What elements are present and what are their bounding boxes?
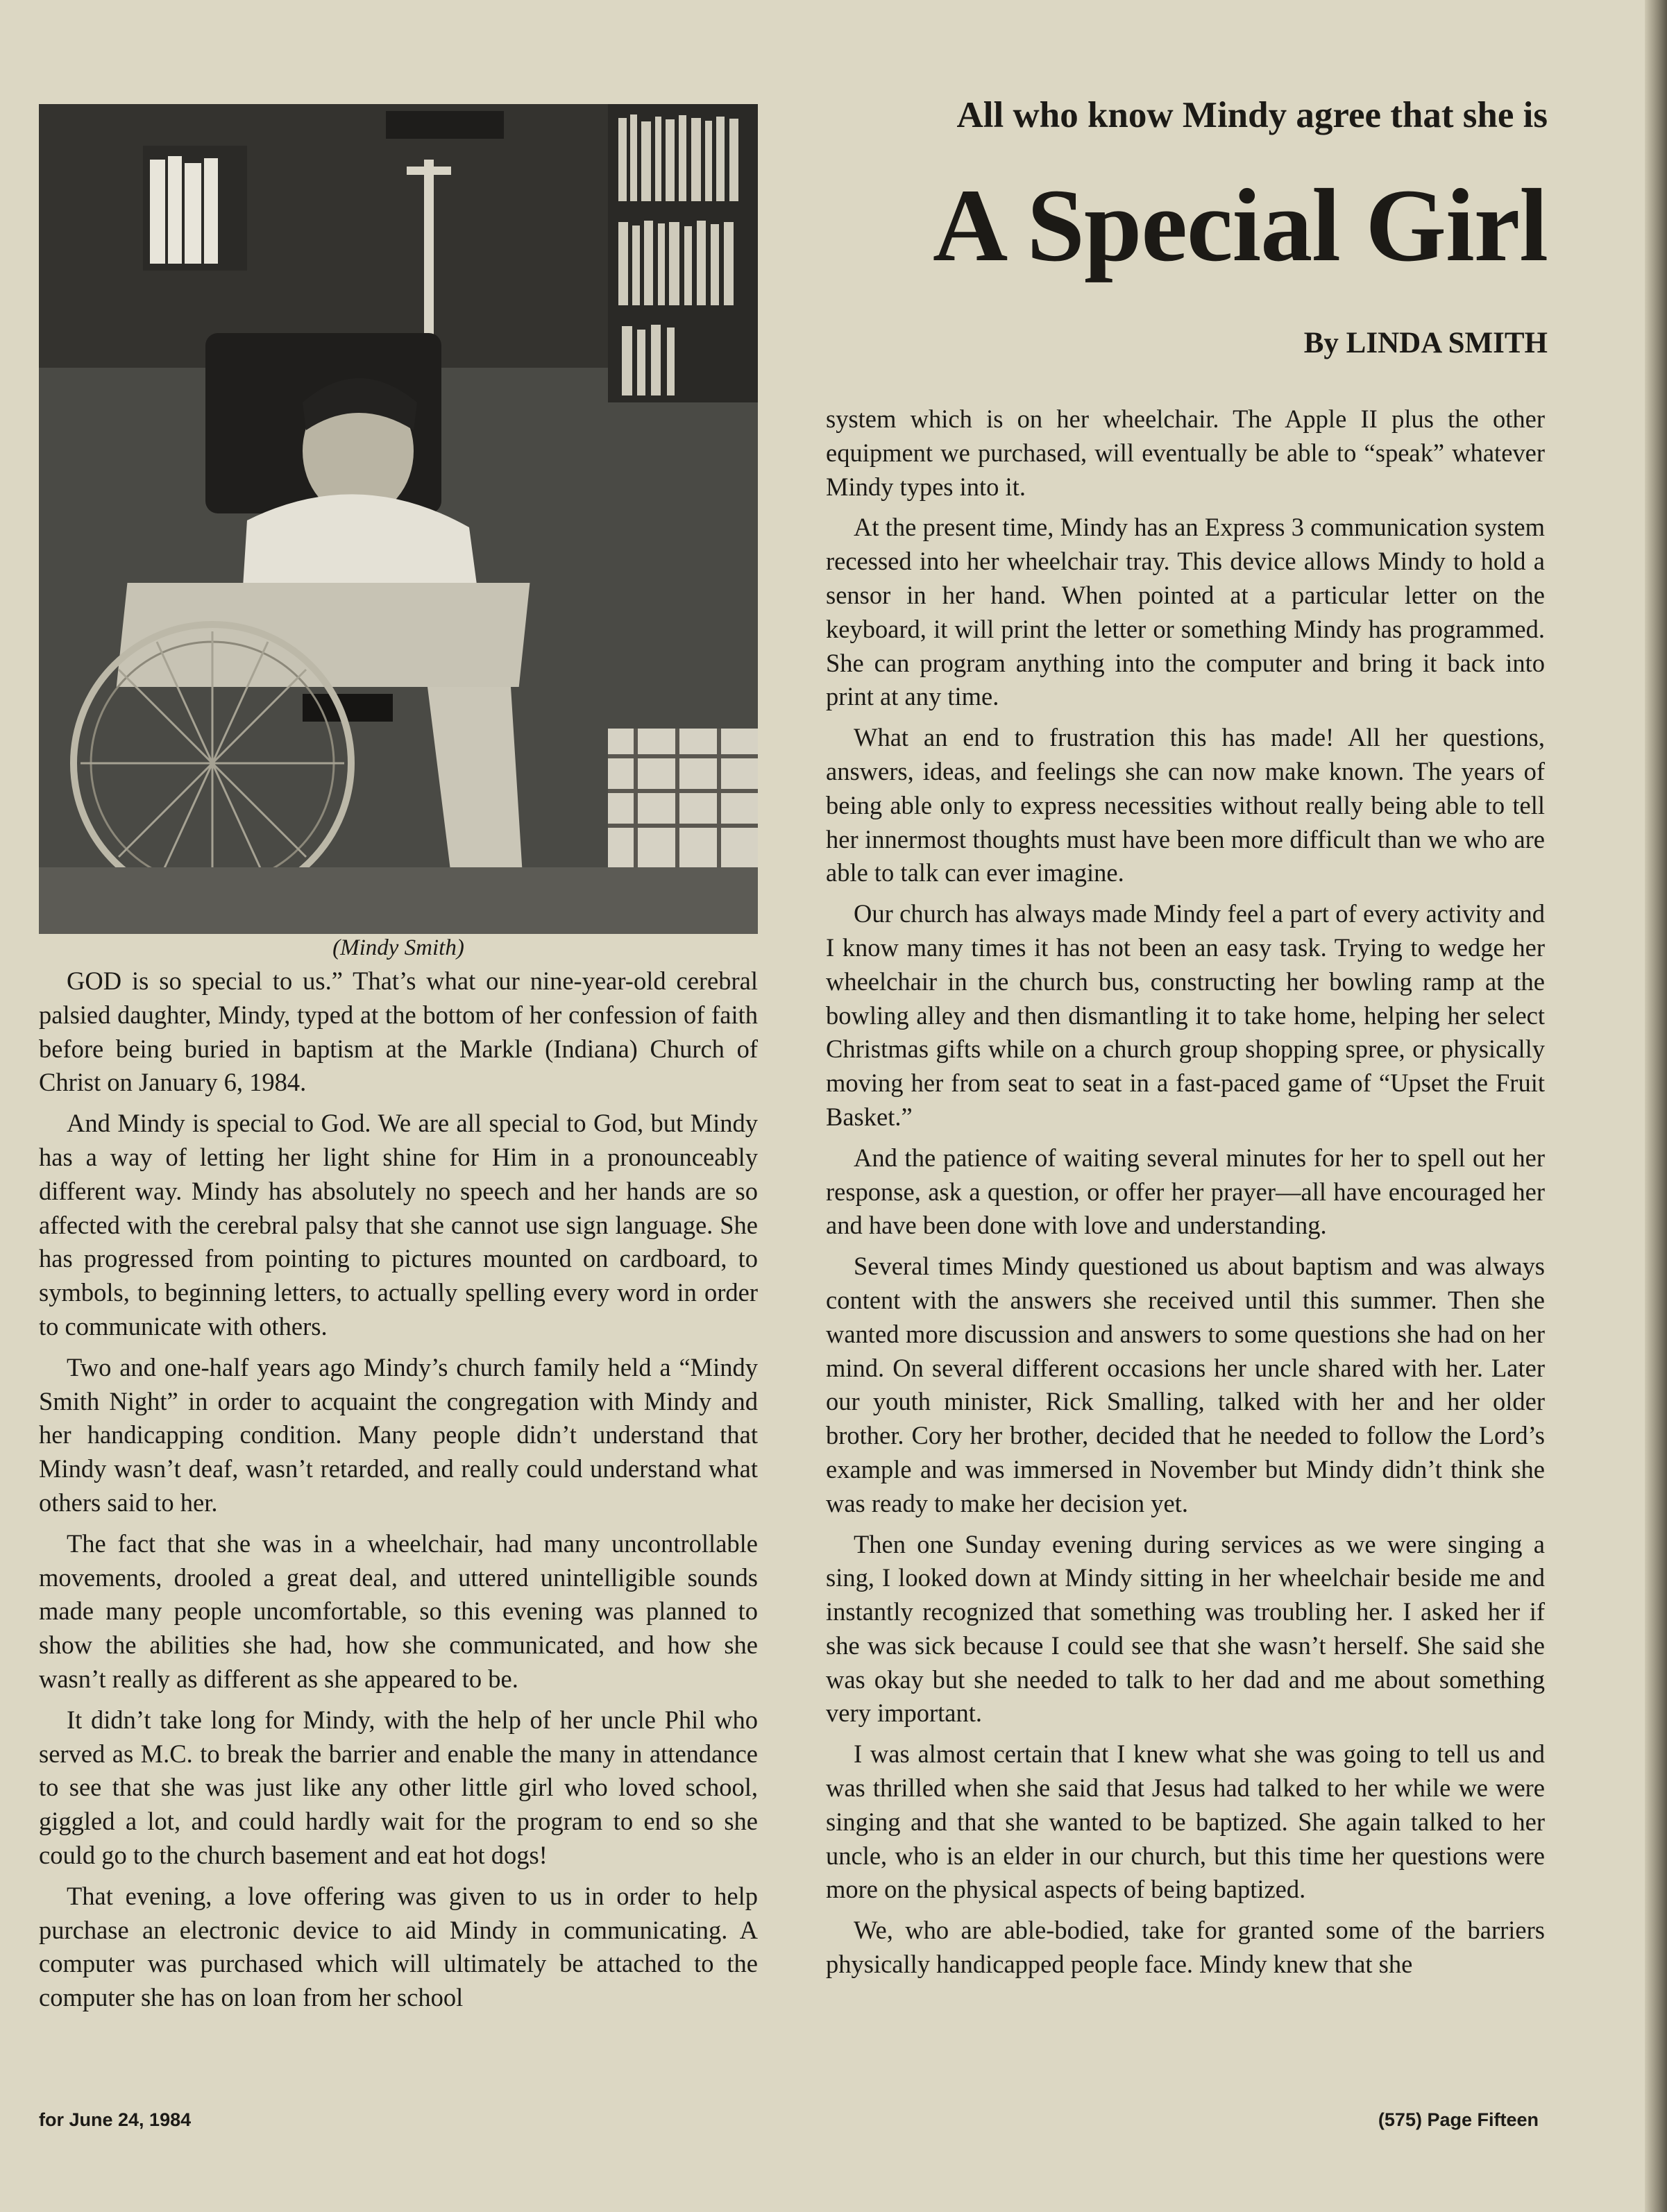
article-kicker: All who know Mindy agree that she is <box>956 95 1548 135</box>
body-paragraph: And Mindy is special to God. We are all special to God, but Mindy has a way of letting her light shine for Him in a pronounceably different way. Mindy has absolutely no speech and her hands are so affected with the cerebral palsy that she cannot use sign language. She has progressed from pointing to pictures mounted on cardboard, to symbols, to beginning letters, to actually spelling every word in order to communicate with others. <box>39 1109 758 1341</box>
body-paragraph: At the present time, Mindy has an Express 3 communication system recessed into her wheelchair tray. This device allows Mindy to hold a sensor in her hand. When pointed at a particular letter on the keyboard, it will print the letter or something Mindy has programmed. She can program anything into the computer and bring it back into print at any time. <box>826 513 1545 711</box>
body-paragraph: The fact that she was in a wheelchair, had many uncontrollable movements, drooled a great deal, and uttered unintelligible sounds made many people uncomfortable, so this evening was planned to show the abilities she had, how she communicated, and how she wasn’t really as different as she appeared to be. <box>39 1529 758 1693</box>
right-column <box>826 402 1545 1989</box>
body-paragraph: Then one Sunday evening during services as we were singing a sing, I looked down at Mindy sitting in her wheelchair beside me and instantly recognized that something was troubling her. I asked her if she was sick because I could see that she wasn’t herself. She said she was okay but she needed to talk to her dad and me about something very important. <box>826 1529 1545 1728</box>
body-paragraph: GOD is so special to us.” That’s what our nine-year-old cerebral palsied daughter, Mindy, typed at the bottom of her confession of faith before being buried in baptism at the Markle (Indiana) Church of Christ on January 6, 1984. <box>39 967 758 1097</box>
body-paragraph: It didn’t take long for Mindy, with the help of her uncle Phil who served as M.C. to break the barrier and enable the many in attendance to see that she was just like any other little girl who loved school, giggled a lot, and could hardly wait for the program to end so she could go to the church basement and eat hot dogs! <box>39 1705 758 1869</box>
body-paragraph: system which is on her wheelchair. The Apple II plus the other equipment we purchased, will eventually be able to “speak” whatever Mindy types into it. <box>826 405 1545 501</box>
body-paragraph: Our church has always made Mindy feel a part of every activity and I know many times it has not been an easy task. Trying to wedge her wheelchair in the church bus, constructing her bowling ramp at the bowling alley and then dismantling it to take home, helping her select Christmas gifts while on a church group shopping spree, or physically moving her from seat to seat in a fast-paced game of “Upset the Fruit Basket.” <box>826 899 1545 1131</box>
body-paragraph: That evening, a love offering was given to us in order to help purchase an electronic device to aid Mindy in communicating. A computer was purchased which will ultimately be attached to the computer she has on loan from her school <box>39 1881 758 2012</box>
body-paragraph: We, who are able-bodied, take for granted some of the barriers physically handicapped people face. Mindy knew that she <box>826 1916 1545 1979</box>
body-paragraph: What an end to frustration this has made! All her questions, answers, ideas, and feelings she can now make known. The years of being able only to express necessities without really being able to tell her innermost thoughts must have been more difficult than we who are able to talk can ever imagine. <box>826 723 1545 887</box>
page-edge <box>1645 0 1667 2212</box>
article-byline: By LINDA SMITH <box>1303 327 1548 359</box>
footer-date: for June 24, 1984 <box>39 2109 192 2130</box>
article-photo <box>39 104 758 934</box>
article-title: A Special Girl <box>933 168 1548 283</box>
left-column <box>39 964 758 2022</box>
body-paragraph: Several times Mindy questioned us about baptism and was always content with the answers she received until this summer. Then she wanted more discussion and answers to some questions she had on her mind. On several different occasions her uncle shared with her. Later our youth minister, Rick Smalling, talked with her and her older brother. Cory her brother, decided that he needed to follow the Lord’s example and was immersed in November but Mindy didn’t think she was ready to make her decision yet. <box>826 1252 1545 1517</box>
footer-page-number: (575) Page Fifteen <box>1378 2109 1539 2130</box>
body-paragraph: Two and one-half years ago Mindy’s church family held a “Mindy Smith Night” in order to acquaint the congregation with Mindy and her handicapping condition. Many people didn’t understand that Mindy wasn’t deaf, wasn’t retarded, and really could understand what others said to her. <box>39 1352 758 1517</box>
body-paragraph: I was almost certain that I knew what she was going to tell us and was thrilled when she said that Jesus had talked to her while we were singing and that she wanted to be baptized. She again talked to her uncle, who is an elder in our church, but this time her questions were more on the physical aspects of being baptized. <box>826 1739 1545 1904</box>
photo-caption: (Mindy Smith) <box>332 935 464 960</box>
body-paragraph: And the patience of waiting several minutes for her to spell out her response, ask a question, or offer her prayer—all have encouraged her and have been done with love and understanding. <box>826 1143 1545 1240</box>
